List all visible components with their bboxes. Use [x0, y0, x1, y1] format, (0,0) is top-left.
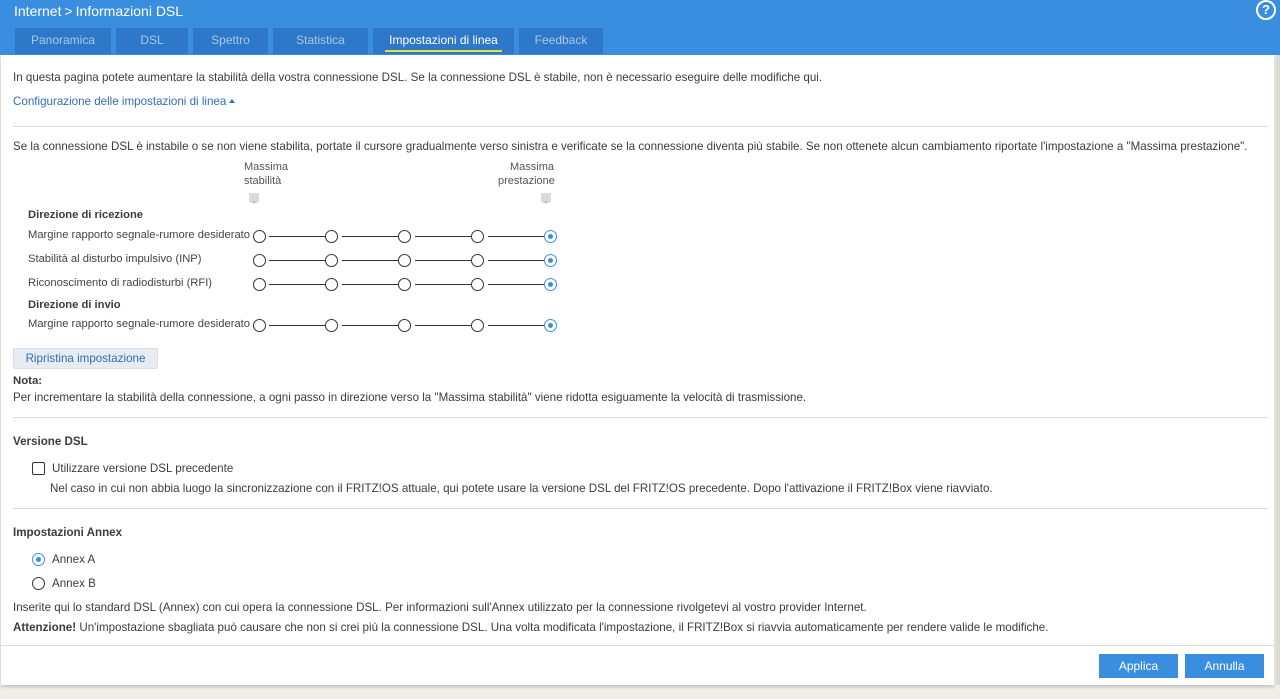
- warning-text: Un'impostazione sbagliata può causare che non si crei più la connessione DSL. Una volta modificata l'impostazione, il FRITZ!Box si riavvia automaticamente per rendere valide le modifiche.: [76, 621, 1049, 634]
- tab-panoramica[interactable]: Panoramica: [15, 28, 111, 54]
- slider-stop-2[interactable]: [325, 278, 338, 291]
- header-bar: [0, 0, 1280, 55]
- help-icon[interactable]: ?: [1256, 0, 1276, 20]
- content-panel: [1, 55, 1274, 685]
- annex-a-label[interactable]: Annex A: [52, 553, 96, 566]
- note-text: Per incrementare la stabilità della connessione, a ogni passo in direzione verso la "Massima stabilità" viene ridotta esiguamente la velocità di trasmissione.: [13, 391, 807, 404]
- annex-info: Inserite qui lo standard DSL (Annex) con cui opera la connessione DSL. Per informazioni sull'Annex utilizzato per la connessione rivolgetevi al vostro provider Internet.: [13, 601, 867, 614]
- slider-stop-3[interactable]: [398, 319, 411, 332]
- dsl-version-heading: Versione DSL: [13, 435, 88, 448]
- tab-feedback[interactable]: Feedback: [519, 28, 603, 54]
- tab-spettro[interactable]: Spettro: [193, 28, 268, 54]
- slider-stop-2[interactable]: [325, 319, 338, 332]
- slider-stop-5-selected[interactable]: [544, 230, 557, 243]
- slider-stop-4[interactable]: [471, 278, 484, 291]
- apply-button[interactable]: Applica: [1099, 654, 1178, 678]
- tab-impostazioni-di-linea[interactable]: Impostazioni di linea: [373, 28, 514, 54]
- slider-stop-1[interactable]: [253, 319, 266, 332]
- max-stability-label: Massima stabilità: [244, 161, 289, 187]
- dsl-version-description: Nel caso in cui non abbia luogo la sincronizzazione con il FRITZ!OS attuale, qui potete usare la versione DSL del FRITZ!OS precedente. Dopo l'attivazione il FRITZ!Box viene riavviato.: [50, 482, 993, 495]
- slider-marker-left-icon: [249, 193, 259, 203]
- tab-bar: [15, 28, 608, 54]
- line-settings-instructions: Se la connessione DSL è instabile o se non viene stabilita, portate il cursore gradualmente verso sinistra e verificate se la connessione diventa più stabile. Se non ottenete alcun cambiamento riportate l'impostazione a "Massima prestazione".: [13, 140, 1248, 153]
- cancel-button[interactable]: Annulla: [1185, 654, 1264, 678]
- slider-stop-1[interactable]: [253, 278, 266, 291]
- slider-stop-5-selected[interactable]: [544, 278, 557, 291]
- divider: [13, 126, 1268, 127]
- annex-b-radio[interactable]: [32, 577, 45, 590]
- caret-up-icon: [229, 99, 235, 103]
- footer-divider: [1, 645, 1274, 646]
- slider-label: Margine rapporto segnale-rumore desiderato: [28, 318, 251, 330]
- slider-stop-3[interactable]: [398, 278, 411, 291]
- max-performance-label: Massima prestazione: [498, 161, 555, 187]
- tab-statistica[interactable]: Statistica: [273, 28, 368, 54]
- use-previous-dsl-label[interactable]: Utilizzare versione DSL precedente: [52, 462, 234, 475]
- annex-heading: Impostazioni Annex: [13, 526, 123, 539]
- slider-track[interactable]: [253, 230, 553, 244]
- reset-settings-button[interactable]: Ripristina impostazione: [13, 348, 158, 369]
- warning-label: Attenzione!: [13, 621, 77, 634]
- slider-track[interactable]: [253, 254, 553, 268]
- divider: [13, 417, 1268, 418]
- breadcrumb: [14, 3, 183, 19]
- receive-direction-heading: Direzione di ricezione: [28, 209, 144, 221]
- slider-stop-1[interactable]: [253, 254, 266, 267]
- slider-marker-right-icon: [541, 193, 551, 203]
- intro-text: In questa pagina potete aumentare la stabilità della vostra connessione DSL. Se la connessione DSL è stabile, non è necessario eseguire delle modifiche qui.: [13, 71, 823, 84]
- slider-label: Stabilità al disturbo impulsivo (INP): [28, 253, 202, 265]
- slider-label: Margine rapporto segnale-rumore desiderato: [28, 229, 251, 241]
- slider-stop-4[interactable]: [471, 230, 484, 243]
- scrollbar[interactable]: [1276, 55, 1280, 685]
- tab-dsl[interactable]: DSL: [116, 28, 188, 54]
- line-settings-toggle-link[interactable]: Configurazione delle impostazioni di linea: [13, 95, 235, 108]
- slider-stop-4[interactable]: [471, 319, 484, 332]
- breadcrumb-separator: >: [64, 3, 73, 19]
- slider-label: Riconoscimento di radiodisturbi (RFI): [28, 277, 213, 289]
- annex-warning: [13, 621, 1048, 634]
- slider-stop-5-selected[interactable]: [544, 254, 557, 267]
- note-title: Nota:: [13, 375, 43, 387]
- slider-stop-5-selected[interactable]: [544, 319, 557, 332]
- slider-stop-3[interactable]: [398, 230, 411, 243]
- use-previous-dsl-checkbox[interactable]: [32, 462, 45, 475]
- breadcrumb-dsl-info: Informazioni DSL: [75, 3, 184, 19]
- slider-stop-1[interactable]: [253, 230, 266, 243]
- slider-stop-4[interactable]: [471, 254, 484, 267]
- breadcrumb-internet[interactable]: Internet: [14, 3, 62, 19]
- slider-stop-3[interactable]: [398, 254, 411, 267]
- annex-a-radio[interactable]: [32, 553, 45, 566]
- send-direction-heading: Direzione di invio: [28, 299, 121, 311]
- annex-b-label[interactable]: Annex B: [52, 577, 96, 590]
- slider-stop-2[interactable]: [325, 254, 338, 267]
- slider-stop-2[interactable]: [325, 230, 338, 243]
- slider-track[interactable]: [253, 278, 553, 292]
- slider-track[interactable]: [253, 319, 553, 333]
- divider: [13, 508, 1268, 509]
